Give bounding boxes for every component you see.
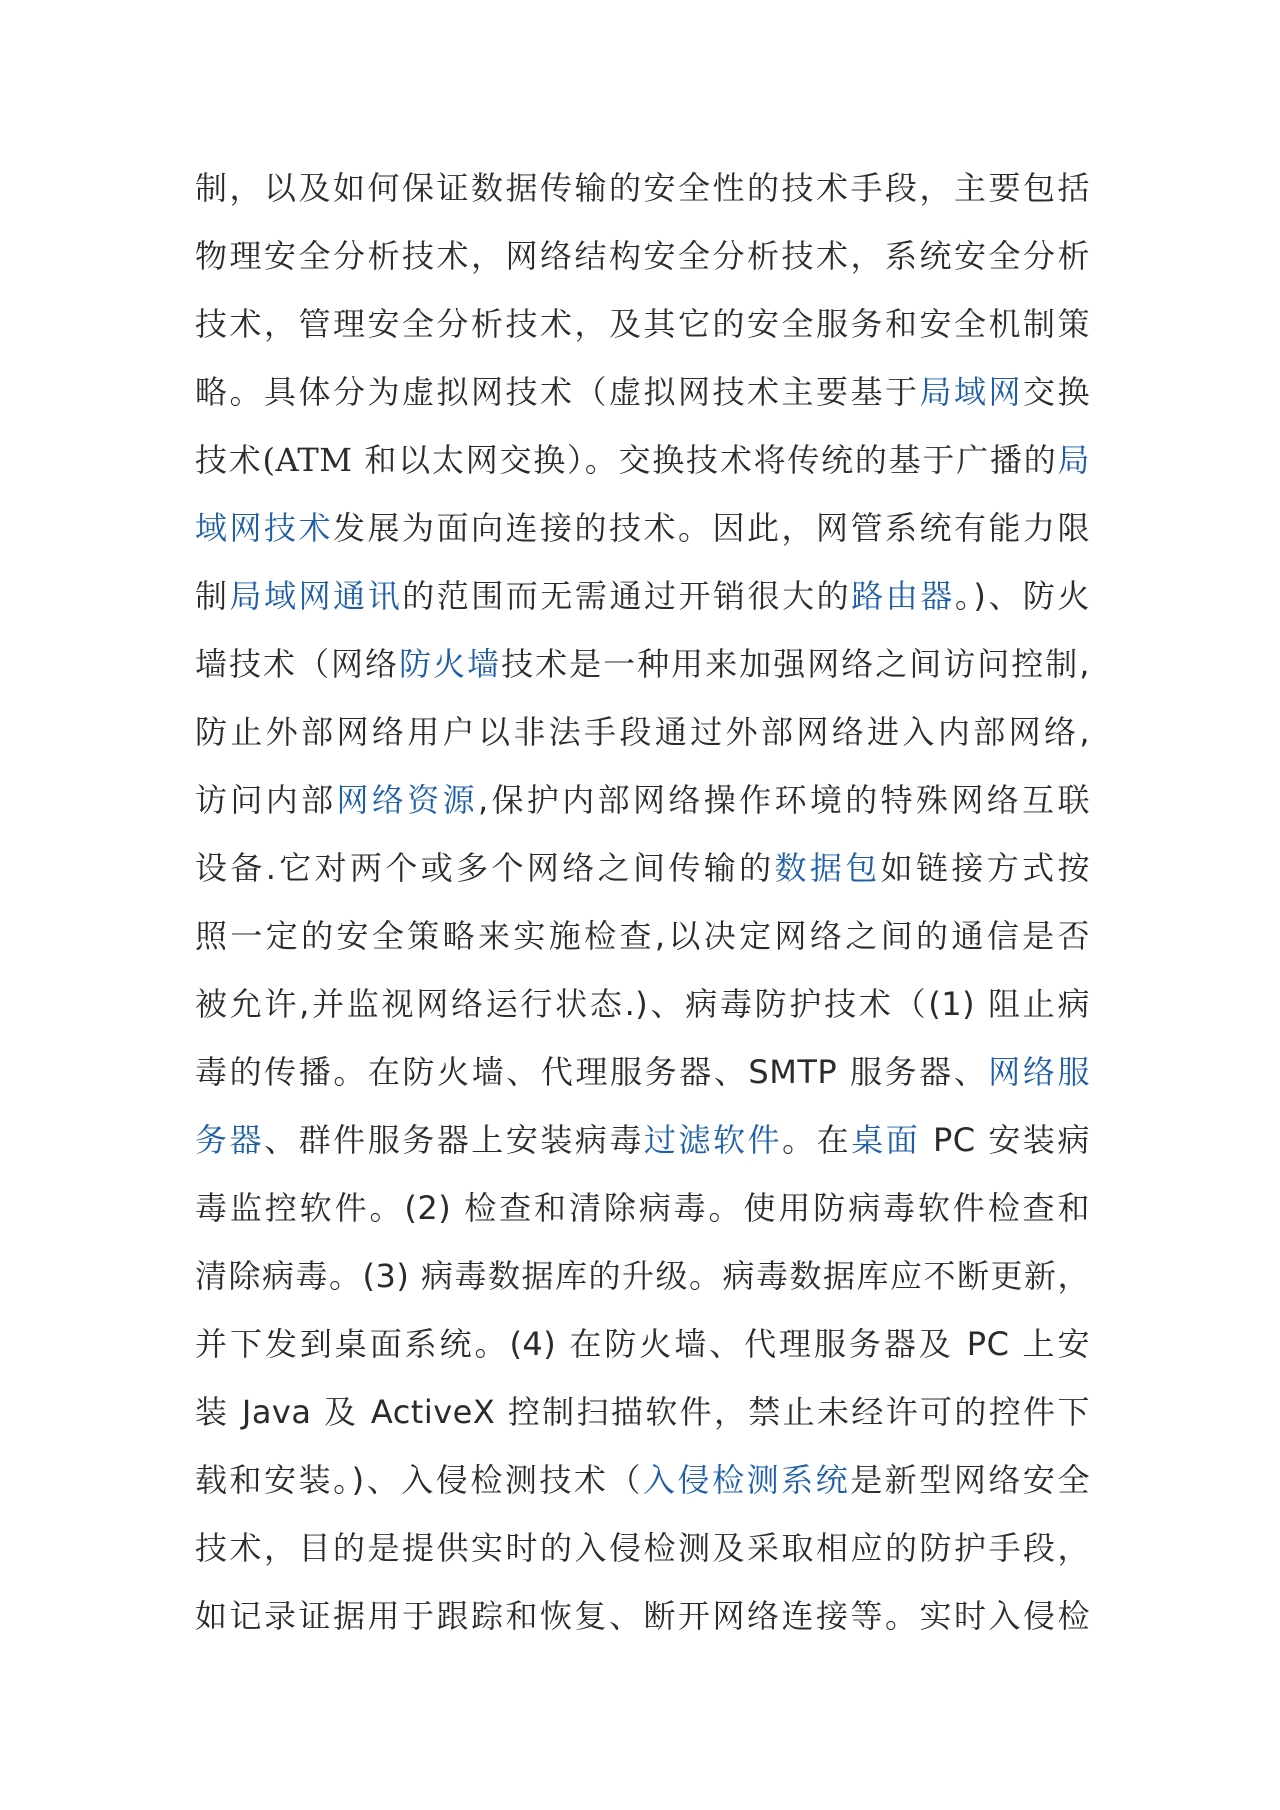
text-line <box>195 977 1090 1045</box>
text-segment: 发展为面向连接的技术。因此，网管系统有能力限 <box>333 509 1090 547</box>
text-fragment: (ATM <box>262 441 353 479</box>
text-line <box>195 161 1090 229</box>
hyperlink[interactable]: 局域网 <box>919 373 1023 411</box>
text-segment: PC 安装病 <box>920 1121 1090 1159</box>
hyperlink[interactable]: 入侵检测系统 <box>643 1461 851 1499</box>
text-segment: 的范围而无需通过开销很大的 <box>402 577 852 615</box>
text-segment: 照一定的安全策略来实施检查,以决定网络之间的通信是否 <box>195 917 1090 955</box>
text-line <box>195 1045 1090 1113</box>
hyperlink[interactable]: 路由器 <box>851 577 955 615</box>
text-segment: 装 Java 及 ActiveX 控制扫描软件，禁止未经许可的控件下 <box>195 1393 1090 1431</box>
text-segment: 如记录证据用于跟踪和恢复、断开网络连接等。实时入侵检 <box>195 1597 1090 1635</box>
text-segment: 被允许,并监视网络运行状态.)、病毒防护技术（(1) 阻止病 <box>195 985 1090 1023</box>
text-line <box>195 433 1090 501</box>
text-line <box>195 705 1090 773</box>
hyperlink[interactable]: 网络资源 <box>336 781 478 819</box>
text-line <box>195 1521 1090 1589</box>
text-segment: 技术，目的是提供实时的入侵检测及采取相应的防护手段， <box>195 1529 1090 1567</box>
text-segment: 墙技术（网络 <box>195 645 400 683</box>
hyperlink[interactable]: 防火墙 <box>399 645 502 683</box>
hyperlink[interactable]: 过滤软件 <box>643 1121 783 1159</box>
document-body <box>195 161 1090 1657</box>
text-line <box>195 1249 1090 1317</box>
hyperlink[interactable]: 务器 <box>195 1121 265 1159</box>
text-segment: 物理安全分析技术，网络结构安全分析技术，系统安全分析 <box>195 237 1090 275</box>
text-segment: ,保护内部网络操作环境的特殊网络互联 <box>478 781 1090 819</box>
text-segment: 是新型网络安全 <box>850 1461 1090 1499</box>
text-line <box>195 1589 1090 1657</box>
text-line <box>195 841 1090 909</box>
text-segment: 如链接方式按 <box>880 849 1090 887</box>
text-line <box>195 637 1090 705</box>
text-line <box>195 569 1090 637</box>
text-segment: 清除病毒。(3) 病毒数据库的升级。病毒数据库应不断更新， <box>195 1257 1090 1295</box>
text-segment: 毒监控软件。(2) 检查和清除病毒。使用防病毒软件检查和 <box>195 1189 1090 1227</box>
text-segment: 载和安装。)、入侵检测技术（ <box>195 1461 644 1499</box>
text-fragment: 技术 <box>195 441 263 479</box>
text-line <box>195 1385 1090 1453</box>
text-segment: 略。具体分为虚拟网技术（虚拟网技术主要基于 <box>195 373 920 411</box>
text-segment: 技术是一种用来加强网络之间访问控制, <box>501 645 1090 683</box>
text-line <box>195 297 1090 365</box>
text-segment <box>195 441 1057 479</box>
text-segment: 交换 <box>1022 373 1090 411</box>
text-line <box>195 501 1090 569</box>
text-segment: 防止外部网络用户以非法手段通过外部网络进入内部网络, <box>195 713 1090 751</box>
text-line <box>195 365 1090 433</box>
hyperlink[interactable]: 网络服 <box>988 1053 1090 1091</box>
hyperlink[interactable]: 局域网通讯 <box>229 577 403 615</box>
text-line <box>195 773 1090 841</box>
text-line <box>195 1181 1090 1249</box>
text-segment: 制，以及如何保证数据传输的安全性的技术手段，主要包括 <box>195 169 1090 207</box>
text-segment: 访问内部 <box>195 781 337 819</box>
hyperlink[interactable]: 桌面 <box>851 1121 921 1159</box>
text-segment: 。)、防火 <box>954 577 1090 615</box>
hyperlink[interactable]: 数据包 <box>774 849 881 887</box>
text-segment: 技术，管理安全分析技术，及其它的安全服务和安全机制策 <box>195 305 1090 343</box>
text-line <box>195 909 1090 977</box>
text-line <box>195 1317 1090 1385</box>
text-fragment: 和以太网交换）。交换技术将传统的基于广播的 <box>352 441 1058 479</box>
text-line <box>195 229 1090 297</box>
hyperlink[interactable]: 域网技术 <box>195 509 333 547</box>
text-segment: 、群件服务器上安装病毒 <box>264 1121 644 1159</box>
text-line <box>195 1113 1090 1181</box>
text-segment: 制 <box>195 577 230 615</box>
text-segment: 毒的传播。在防火墙、代理服务器、SMTP 服务器、 <box>195 1053 989 1091</box>
text-segment: 设备.它对两个或多个网络之间传输的 <box>195 849 775 887</box>
text-line <box>195 1453 1090 1521</box>
text-segment: 。在 <box>782 1121 852 1159</box>
text-segment: 并下发到桌面系统。(4) 在防火墙、代理服务器及 PC 上安 <box>195 1325 1090 1363</box>
hyperlink[interactable]: 局 <box>1057 441 1090 479</box>
